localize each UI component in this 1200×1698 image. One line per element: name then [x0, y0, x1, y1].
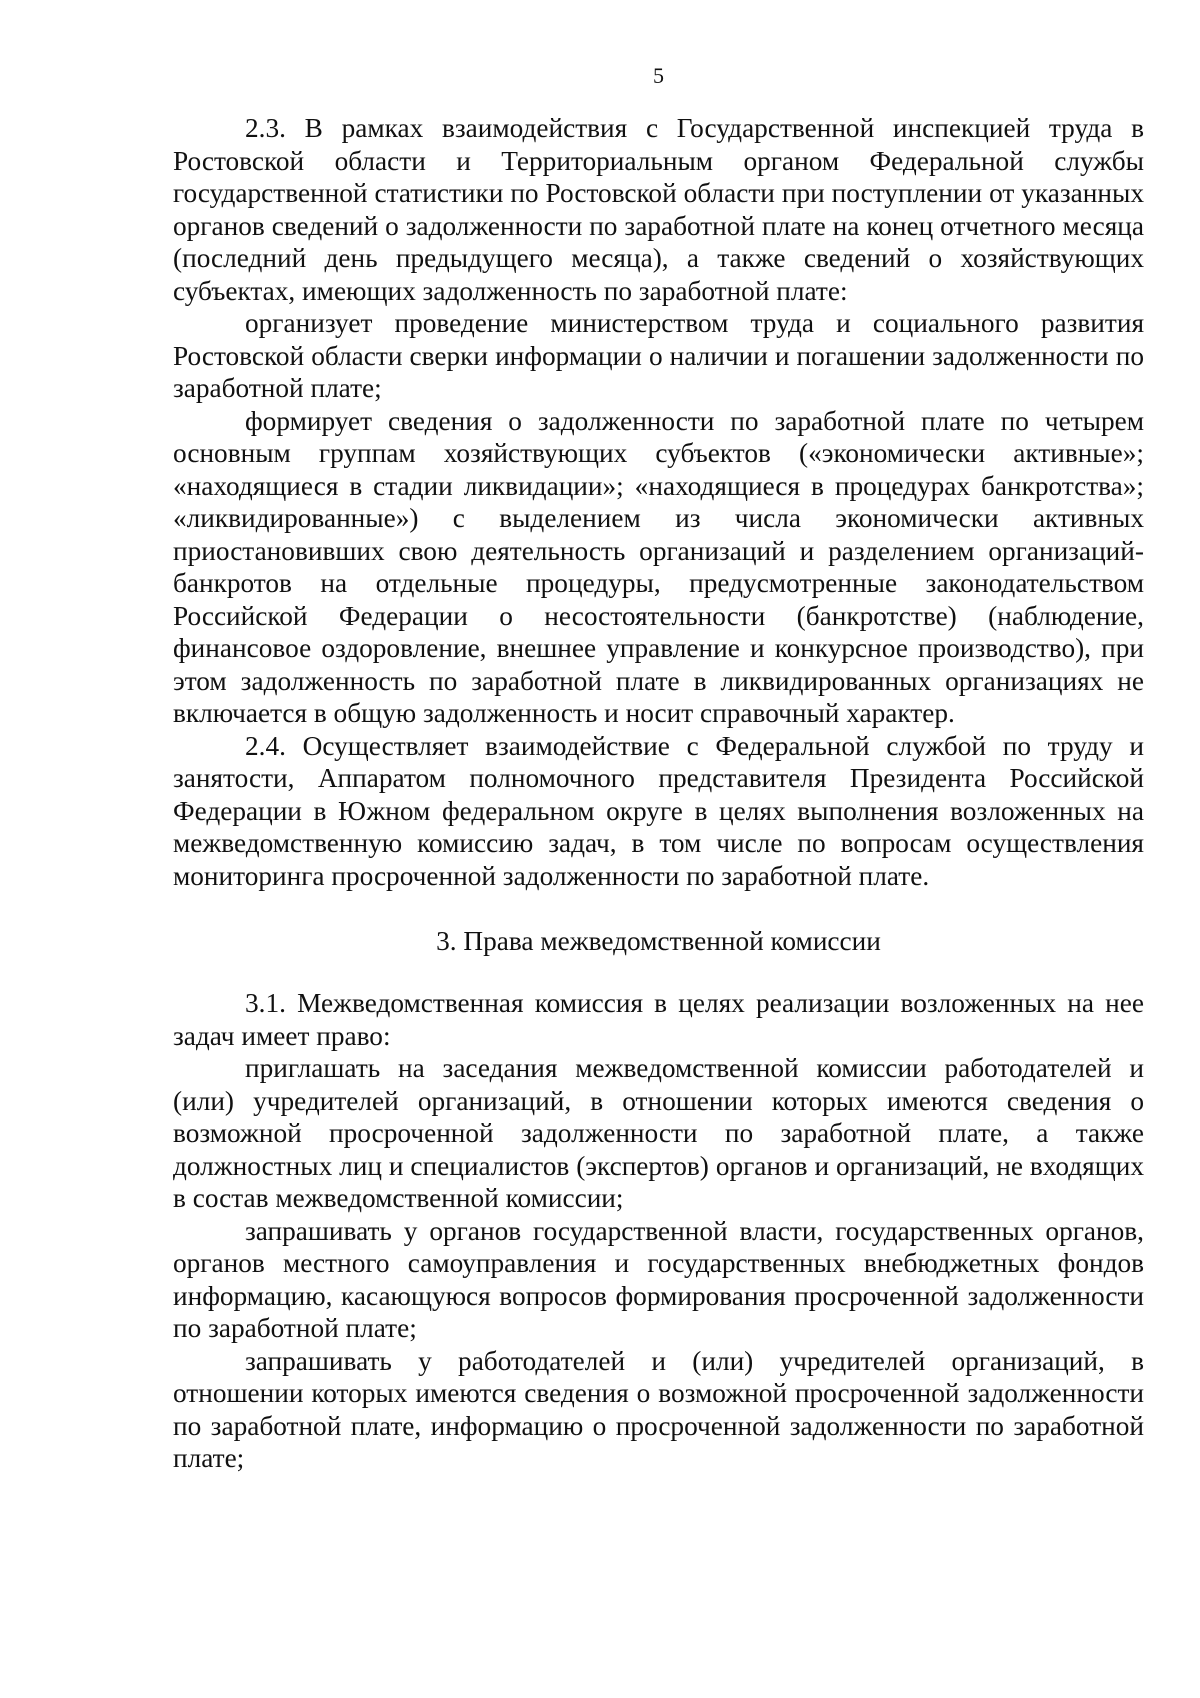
paragraph-2-3: 2.3. В рамках взаимодействия с Государственной инспекцией труда в Ростовской области и Территориальным органом Федеральной службы государственной статистики по Ростовской области при поступлении от указанных органов сведений о задолженности по заработной плате на конец отчетного месяца (последний день предыдущего месяца), а также сведений о хозяйствующих субъектах, имеющих задолженность по заработной плате:: [173, 113, 1144, 306]
paragraph-request-employers: запрашивать у работодателей и (или) учредителей организаций, в отношении которых имеются сведения о возможной просроченной задолженности по заработной плате, информацию о просроченной задолженности по заработной плате;: [173, 1345, 1144, 1473]
paragraph-reconciliation: организует проведение министерством труда и социального развития Ростовской области сверки информации о наличии и погашении задолженности по заработной плате;: [173, 308, 1144, 403]
paragraph-request-authorities: запрашивать у органов государственной власти, государственных органов, органов местного самоуправления и государственных внебюджетных фондов информацию, касающуюся вопросов формирования просроченной задолженности по заработной плате;: [173, 1215, 1144, 1343]
paragraph-3-1: 3.1. Межведомственная комиссия в целях реализации возложенных на нее задач имеет право:: [173, 988, 1144, 1051]
document-page: [173, 60, 1144, 1475]
paragraph-invite: приглашать на заседания межведомственной комиссии работодателей и (или) учредителей организаций, в отношении которых имеются сведения о возможной просроченной задолженности по заработной плате, а также должностных лиц и специалистов (экспертов) органов и организаций, не входящих в состав межведомственной комиссии;: [173, 1053, 1144, 1213]
page-number: 5: [653, 63, 664, 88]
section-heading: 3. Права межведомственной комиссии: [436, 925, 881, 956]
paragraph-debt-groups: формирует сведения о задолженности по заработной плате по четырем основным группам хозяйствующих субъектов («экономически активные»; «находящиеся в стадии ликвидации»; «находящиеся в процедурах банкротства»; «ликвидированные») с выделением из числа экономически активных приостановивших свою деятельность организаций и разделением организаций-банкротов на отдельные процедуры, предусмотренные законодательством Российской Федерации о несостоятельности (банкротстве) (наблюдение, финансовое оздоровление, внешнее управление и конкурсное производство), при этом задолженность по заработной плате в ликвидированных организациях не включается в общую задолженность и носит справочный характер.: [173, 405, 1144, 728]
paragraph-2-4: 2.4. Осуществляет взаимодействие с Федеральной службой по труду и занятости, Аппаратом полномочного представителя Президента Российской Федерации в Южном федеральном округе в целях выполнения возложенных на межведомственную комиссию задач, в том числе по вопросам осуществления мониторинга просроченной задолженности по заработной плате.: [173, 730, 1144, 891]
